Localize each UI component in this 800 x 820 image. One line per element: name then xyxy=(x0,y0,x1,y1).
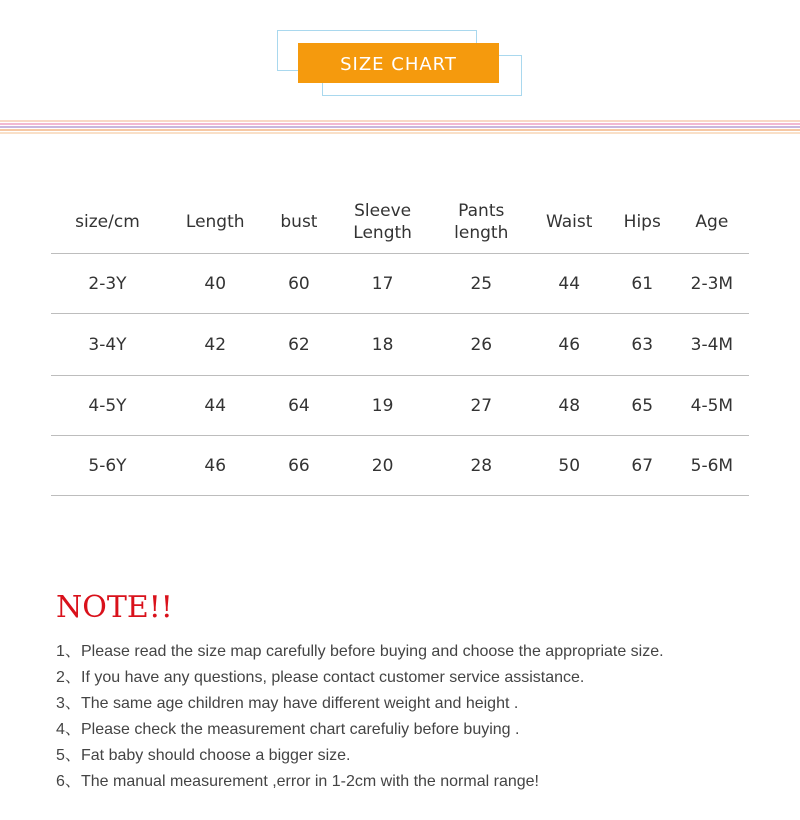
measurement-cell: 62 xyxy=(267,314,332,376)
measurement-cell: 26 xyxy=(434,314,529,376)
note-item xyxy=(56,667,664,693)
column-header xyxy=(434,190,529,254)
measurement-cell: 46 xyxy=(529,314,610,376)
measurement-cell: 61 xyxy=(610,254,675,314)
stripe-line xyxy=(0,132,800,134)
column-header xyxy=(267,190,332,254)
measurement-cell: 17 xyxy=(331,254,434,314)
stripe-line xyxy=(0,120,800,122)
measurement-cell: 46 xyxy=(164,436,267,496)
column-header-line: Hips xyxy=(623,211,661,232)
measurement-cell: 28 xyxy=(434,436,529,496)
column-header-line: Pants xyxy=(458,200,505,221)
note-item xyxy=(56,693,664,719)
measurement-cell: 5-6M xyxy=(675,436,749,496)
measurement-cell: 66 xyxy=(267,436,332,496)
measurement-cell: 64 xyxy=(267,376,332,436)
measurement-cell: 18 xyxy=(331,314,434,376)
measurement-cell: 50 xyxy=(529,436,610,496)
column-header xyxy=(675,190,749,254)
column-header-line: Sleeve xyxy=(354,200,412,221)
measurement-cell: 65 xyxy=(610,376,675,436)
measurement-cell: 44 xyxy=(529,254,610,314)
column-header xyxy=(51,190,164,254)
note-title: NOTE!! xyxy=(56,590,173,625)
note-number: 1、 xyxy=(56,643,81,660)
column-header-line: Length xyxy=(353,222,412,243)
column-header-line: Length xyxy=(185,211,245,232)
table-header-row xyxy=(51,190,749,254)
column-header xyxy=(331,190,434,254)
note-item xyxy=(56,745,664,771)
column-header-line: Age xyxy=(695,211,729,232)
size-chart-header xyxy=(0,0,800,110)
note-item xyxy=(56,771,664,797)
measurement-cell: 44 xyxy=(164,376,267,436)
measurement-cell: 25 xyxy=(434,254,529,314)
note-number: 5、 xyxy=(56,747,81,764)
measurement-cell: 42 xyxy=(164,314,267,376)
note-text: The manual measurement ,error in 1-2cm with the normal range! xyxy=(81,773,539,790)
table-row xyxy=(51,254,749,314)
column-header xyxy=(164,190,267,254)
column-header-line: Waist xyxy=(546,211,593,232)
table-row xyxy=(51,436,749,496)
column-header xyxy=(610,190,675,254)
measurement-cell: 60 xyxy=(267,254,332,314)
size-cell: 5-6Y xyxy=(51,436,164,496)
table-row xyxy=(51,314,749,376)
measurement-cell: 3-4M xyxy=(675,314,749,376)
measurement-cell: 4-5M xyxy=(675,376,749,436)
table-row xyxy=(51,376,749,436)
measurement-cell: 40 xyxy=(164,254,267,314)
note-item xyxy=(56,719,664,745)
column-header-line: length xyxy=(454,222,509,243)
stripe-line xyxy=(0,129,800,131)
notes-list xyxy=(56,641,664,797)
stripe-line xyxy=(0,123,800,125)
size-cell: 3-4Y xyxy=(51,314,164,376)
note-number: 3、 xyxy=(56,695,81,712)
column-header xyxy=(529,190,610,254)
measurement-cell: 20 xyxy=(331,436,434,496)
measurement-cell: 67 xyxy=(610,436,675,496)
measurement-cell: 19 xyxy=(331,376,434,436)
stripe-line xyxy=(0,126,800,128)
size-cell: 2-3Y xyxy=(51,254,164,314)
measurement-cell: 48 xyxy=(529,376,610,436)
measurement-cell: 27 xyxy=(434,376,529,436)
note-text: If you have any questions, please contact customer service assistance. xyxy=(81,669,585,686)
column-header-line: bust xyxy=(280,211,318,232)
size-chart-title: SIZE CHART xyxy=(298,43,499,83)
note-text: Please check the measurement chart carefuliy before buying . xyxy=(81,721,520,738)
column-header-line: size/cm xyxy=(75,211,140,232)
note-number: 6、 xyxy=(56,773,81,790)
size-table xyxy=(51,190,749,496)
decorative-stripes xyxy=(0,120,800,138)
measurement-cell: 63 xyxy=(610,314,675,376)
measurement-cell: 2-3M xyxy=(675,254,749,314)
note-text: The same age children may have different weight and height . xyxy=(81,695,519,712)
note-number: 2、 xyxy=(56,669,81,686)
note-number: 4、 xyxy=(56,721,81,738)
note-text: Please read the size map carefully before buying and choose the appropriate size. xyxy=(81,643,664,660)
size-cell: 4-5Y xyxy=(51,376,164,436)
note-text: Fat baby should choose a bigger size. xyxy=(81,747,351,764)
note-item xyxy=(56,641,664,667)
